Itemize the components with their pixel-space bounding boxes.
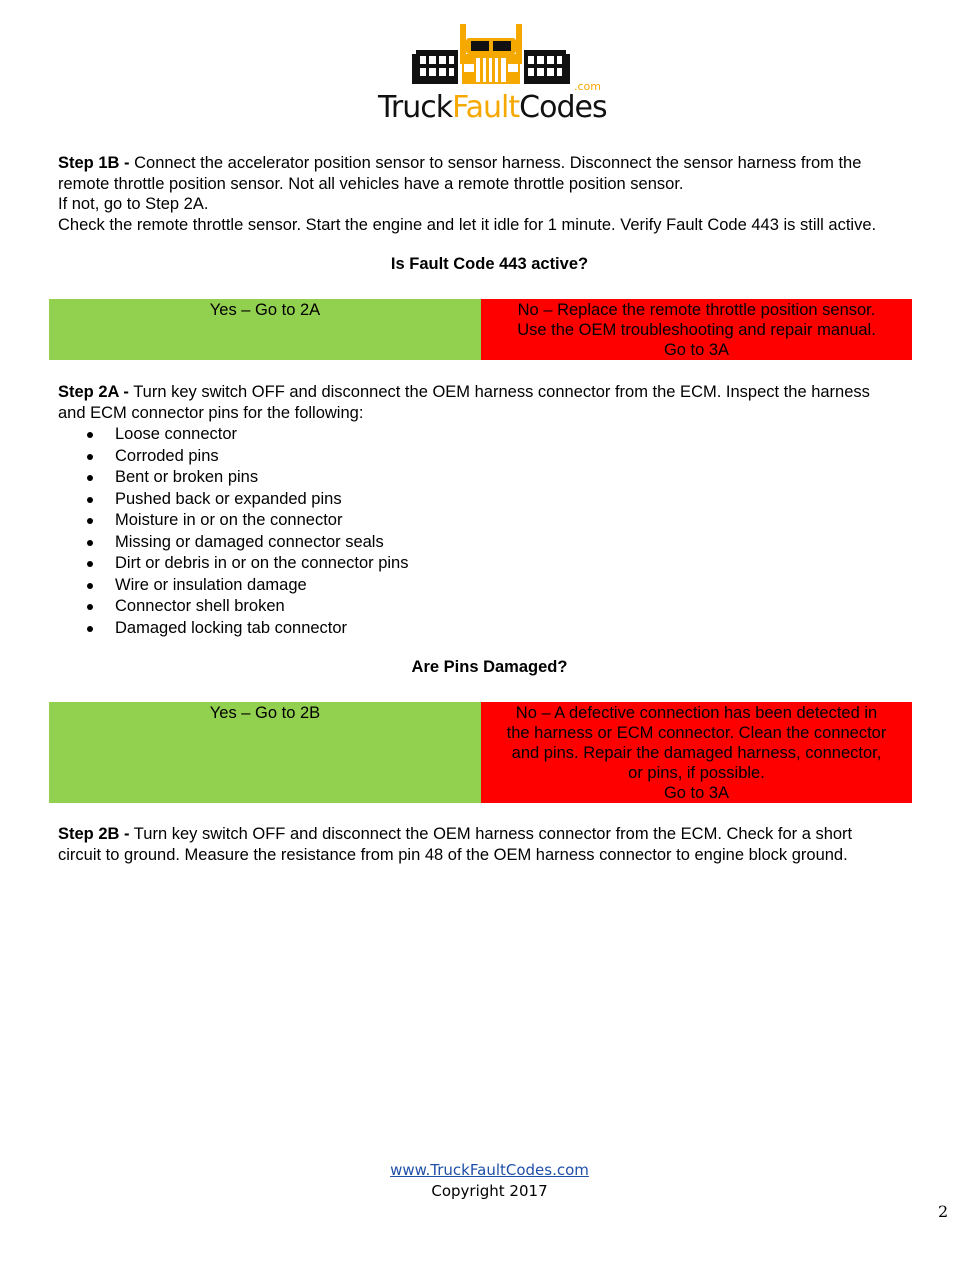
- list-item: Connector shell broken: [86, 596, 408, 618]
- step-2b-text: Turn key switch OFF and disconnect the OEM harness connector from the ECM. Check for a short circuit to ground. Measure the resistance from pin 48 of the OEM harness connector to engine block ground.: [58, 825, 853, 864]
- decision-1-yes-cell: [49, 299, 481, 360]
- logo-word-truck: Truck: [378, 90, 453, 125]
- footer: [0, 1160, 979, 1202]
- decision-2-yes-cell: [49, 702, 481, 803]
- step-2a-para: [58, 382, 898, 423]
- logo-word-fault: Fault: [452, 90, 520, 125]
- copyright: Copyright 2017: [431, 1182, 548, 1200]
- decision-2-no-cell: [481, 702, 912, 803]
- decision-1-yes-text: Yes – Go to 2A: [209, 301, 321, 319]
- step-2b: [58, 824, 898, 865]
- decision-2-no-line: Go to 3A: [663, 784, 730, 802]
- decision-2-no-line: and pins. Repair the damaged harness, connector,: [511, 744, 882, 762]
- question-fault-active: Is Fault Code 443 active?: [390, 255, 589, 273]
- step-2a-text: Turn key switch OFF and disconnect the OEM harness connector from the ECM. Inspect the harness and ECM connector pins for the following:: [58, 383, 870, 422]
- list-item: Bent or broken pins: [86, 467, 408, 489]
- list-item: Wire or insulation damage: [86, 575, 408, 597]
- list-item: Corroded pins: [86, 446, 408, 468]
- decision-1-no-line: Go to 3A: [663, 341, 730, 359]
- decision-2-yes-text: Yes – Go to 2B: [209, 704, 321, 722]
- step-1b: [58, 153, 898, 235]
- step-2b-label: Step 2B -: [58, 825, 130, 843]
- logo-word-codes: Codes: [519, 90, 607, 125]
- step-1b-text: Connect the accelerator position sensor to sensor harness. Disconnect the sensor harness from the remote throttle position sensor. Not all vehicles have a remote throttle position sensor.: [58, 154, 862, 193]
- inspection-list: [86, 424, 408, 639]
- list-item: Missing or damaged connector seals: [86, 532, 408, 554]
- decision-table-2: [49, 702, 912, 803]
- decision-2-no-line: No – A defective connection has been detected in: [515, 704, 878, 722]
- logo-com-suffix: .com: [574, 80, 601, 93]
- step-1b-para: [58, 153, 898, 194]
- question-pins-damaged: Are Pins Damaged?: [411, 658, 568, 676]
- list-item: Moisture in or on the connector: [86, 510, 408, 532]
- decision-2-no-line: or pins, if possible.: [628, 764, 765, 782]
- logo: [378, 20, 607, 130]
- decision-1-no-cell: [481, 299, 912, 360]
- logo-wordmark: [378, 88, 607, 128]
- step-2a: [58, 382, 898, 423]
- list-item: Dirt or debris in or on the connector pins: [86, 553, 408, 575]
- truck-logo-icon: [378, 20, 604, 90]
- decision-table-1: [49, 299, 912, 360]
- step-2a-label: Step 2A -: [58, 383, 129, 401]
- list-item: Damaged locking tab connector: [86, 618, 408, 640]
- step-2b-para: [58, 824, 898, 865]
- step-1b-check: Check the remote throttle sensor. Start the engine and let it idle for 1 minute. Verify Fault Code 443 is still active.: [58, 215, 877, 234]
- list-item: Loose connector: [86, 424, 408, 446]
- step-1b-if-not: If not, go to Step 2A.: [58, 195, 209, 213]
- decision-1-no-line: Use the OEM troubleshooting and repair manual.: [517, 321, 876, 339]
- decision-2-no-line: the harness or ECM connector. Clean the connector: [506, 724, 887, 742]
- decision-1-no-line: No – Replace the remote throttle position sensor.: [517, 301, 876, 319]
- list-item: Pushed back or expanded pins: [86, 489, 408, 511]
- step-1b-label: Step 1B -: [58, 154, 130, 172]
- page-number: 2: [938, 1202, 949, 1221]
- website-link[interactable]: www.TruckFaultCodes.com: [390, 1161, 589, 1179]
